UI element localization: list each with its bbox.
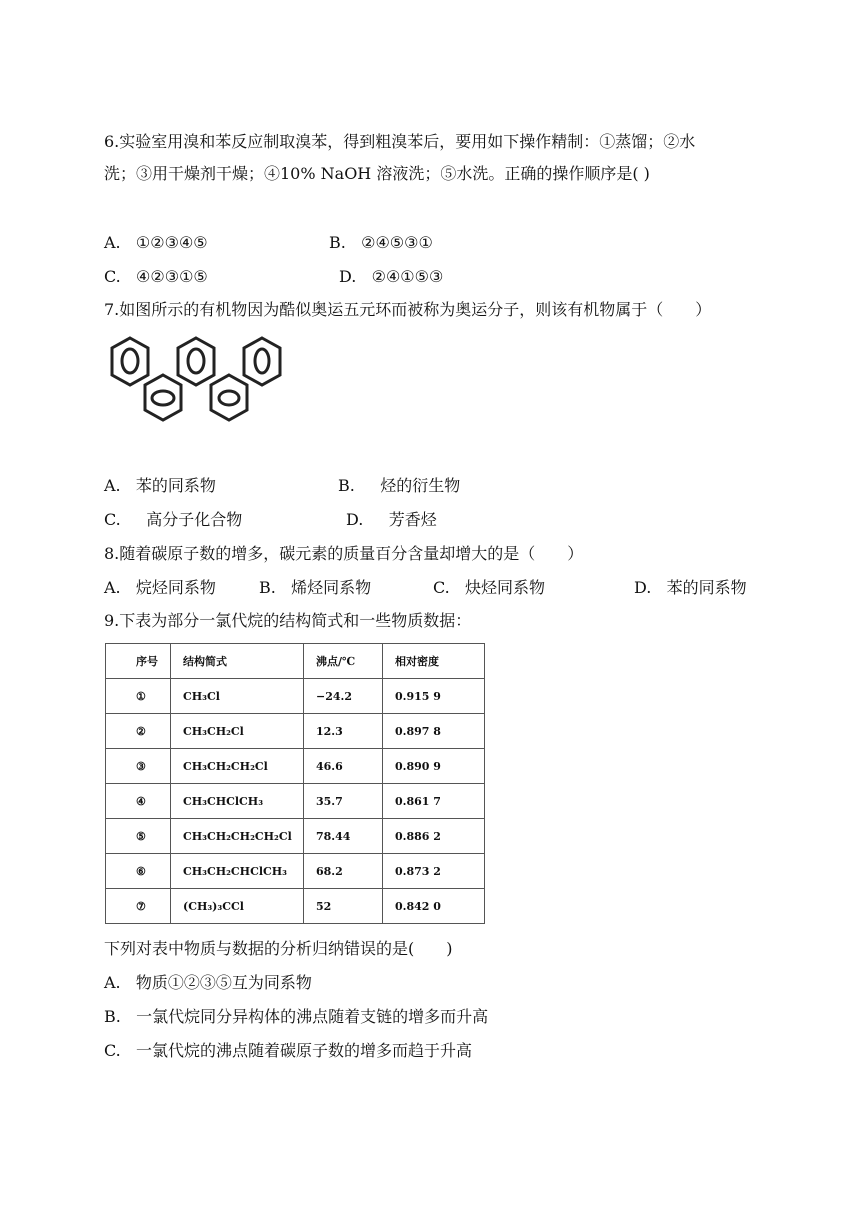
q6-option-c (104, 265, 208, 289)
row-formula: CH₃CH₂CHClCH₃ (171, 854, 304, 889)
option-label: C. (104, 510, 121, 529)
option-text: 烷烃同系物 (135, 578, 216, 597)
q8-option-b (259, 576, 371, 600)
option-text: 物质①②③⑤互为同系物 (135, 973, 312, 992)
option-text: 苯的同系物 (135, 476, 216, 495)
aromatic-circle (122, 349, 138, 373)
q8-option-c (433, 576, 545, 600)
header-formula: 结构简式 (171, 644, 304, 679)
q9-option-b (104, 1005, 488, 1029)
row-boiling-point: −24.2 (304, 679, 383, 714)
option-label: C. (104, 1041, 121, 1060)
q9-question: 下列对表中物质与数据的分析归纳错误的是( ) (104, 939, 453, 958)
row-boiling-point: 46.6 (304, 749, 383, 784)
row-density: 0.890 9 (383, 749, 485, 784)
row-index: ⑦ (106, 889, 171, 924)
table-row (106, 854, 485, 889)
row-index: ① (106, 679, 171, 714)
table-row (106, 679, 485, 714)
option-label: B. (338, 476, 355, 495)
option-text: ②④⑤③① (361, 233, 433, 252)
aromatic-circle (152, 391, 174, 405)
aromatic-circle (219, 391, 239, 405)
option-text: 烃的衍生物 (380, 476, 461, 495)
q8-stem: 8.随着碳原子数的增多，碳元素的质量百分含量却增大的是（ ） (104, 544, 584, 563)
q9-option-a (104, 971, 312, 995)
header-index: 序号 (106, 644, 171, 679)
option-text: ①②③④⑤ (135, 233, 208, 252)
chloroalkane-data-table (105, 643, 485, 924)
option-text: ②④①⑤③ (371, 267, 444, 286)
table-row (106, 889, 485, 924)
option-text: 炔烃同系物 (465, 578, 546, 597)
option-label: A. (104, 973, 121, 992)
table-row (106, 784, 485, 819)
hexagon-ring (244, 338, 280, 385)
q7-option-a (104, 474, 216, 498)
q6-option-a (104, 231, 208, 255)
row-index: ⑥ (106, 854, 171, 889)
row-index: ⑤ (106, 819, 171, 854)
row-density: 0.873 2 (383, 854, 485, 889)
option-label: A. (104, 578, 121, 597)
q6-option-d (339, 265, 443, 289)
table-row (106, 749, 485, 784)
hexagon-ring (211, 375, 247, 420)
row-formula: CH₃CH₂CH₂CH₂Cl (171, 819, 304, 854)
table-row (106, 819, 485, 854)
row-index: ③ (106, 749, 171, 784)
q7-option-b (338, 474, 460, 498)
option-text: 烯烃同系物 (291, 578, 372, 597)
option-text: 高分子化合物 (146, 510, 243, 529)
q8-option-a (104, 576, 216, 600)
row-density: 0.897 8 (383, 714, 485, 749)
table-row (106, 714, 485, 749)
row-density: 0.886 2 (383, 819, 485, 854)
q7-option-c (104, 508, 242, 532)
option-label: C. (104, 267, 121, 286)
option-text: 芳香烃 (388, 510, 437, 529)
row-density: 0.842 0 (383, 889, 485, 924)
hexagon-ring (112, 338, 148, 385)
row-boiling-point: 52 (304, 889, 383, 924)
q6-stem-line1: 6.实验室用溴和苯反应制取溴苯，得到粗溴苯后，要用如下操作精制：①蒸馏；②水 (104, 132, 696, 151)
option-label: B. (329, 233, 346, 252)
hexagon-ring (145, 375, 181, 420)
option-label: C. (433, 578, 450, 597)
option-label: A. (104, 233, 121, 252)
option-label: B. (104, 1007, 121, 1026)
header-boiling-point: 沸点/℃ (304, 644, 383, 679)
row-boiling-point: 78.44 (304, 819, 383, 854)
row-formula: (CH₃)₃CCl (171, 889, 304, 924)
q7-option-d (346, 508, 437, 532)
option-label: D. (634, 578, 652, 597)
olympic-molecule-diagram (104, 330, 304, 430)
row-formula: CH₃CH₂Cl (171, 714, 304, 749)
row-boiling-point: 35.7 (304, 784, 383, 819)
option-text: 一氯代烷的沸点随着碳原子数的增多而趋于升高 (136, 1041, 473, 1060)
row-index: ② (106, 714, 171, 749)
row-formula: CH₃CH₂CH₂Cl (171, 749, 304, 784)
q9-option-c (104, 1039, 472, 1063)
q6-option-b (329, 231, 433, 255)
row-formula: CH₃Cl (171, 679, 304, 714)
option-text: ④②③①⑤ (136, 267, 208, 286)
aromatic-circle (188, 349, 204, 373)
row-boiling-point: 68.2 (304, 854, 383, 889)
option-text: 苯的同系物 (666, 578, 747, 597)
option-label: A. (104, 476, 121, 495)
option-label: D. (346, 510, 364, 529)
row-index: ④ (106, 784, 171, 819)
hexagon-ring (178, 338, 214, 385)
option-label: B. (259, 578, 276, 597)
header-density: 相对密度 (383, 644, 485, 679)
option-label: D. (339, 267, 357, 286)
row-formula: CH₃CHClCH₃ (171, 784, 304, 819)
option-text: 一氯代烷同分异构体的沸点随着支链的增多而升高 (136, 1007, 489, 1026)
aromatic-circle (255, 349, 269, 373)
row-density: 0.915 9 (383, 679, 485, 714)
q7-stem: 7.如图所示的有机物因为酷似奥运五元环而被称为奥运分子，则该有机物属于（ ） (104, 300, 712, 319)
table-header-row (106, 644, 485, 679)
q6-stem-line2: 洗；③用干燥剂干燥；④10% NaOH 溶液洗；⑤水洗。正确的操作顺序是( ) (104, 164, 650, 183)
q8-option-d (634, 576, 747, 600)
q9-stem: 9.下表为部分一氯代烷的结构简式和一些物质数据： (104, 611, 472, 630)
row-boiling-point: 12.3 (304, 714, 383, 749)
row-density: 0.861 7 (383, 784, 485, 819)
